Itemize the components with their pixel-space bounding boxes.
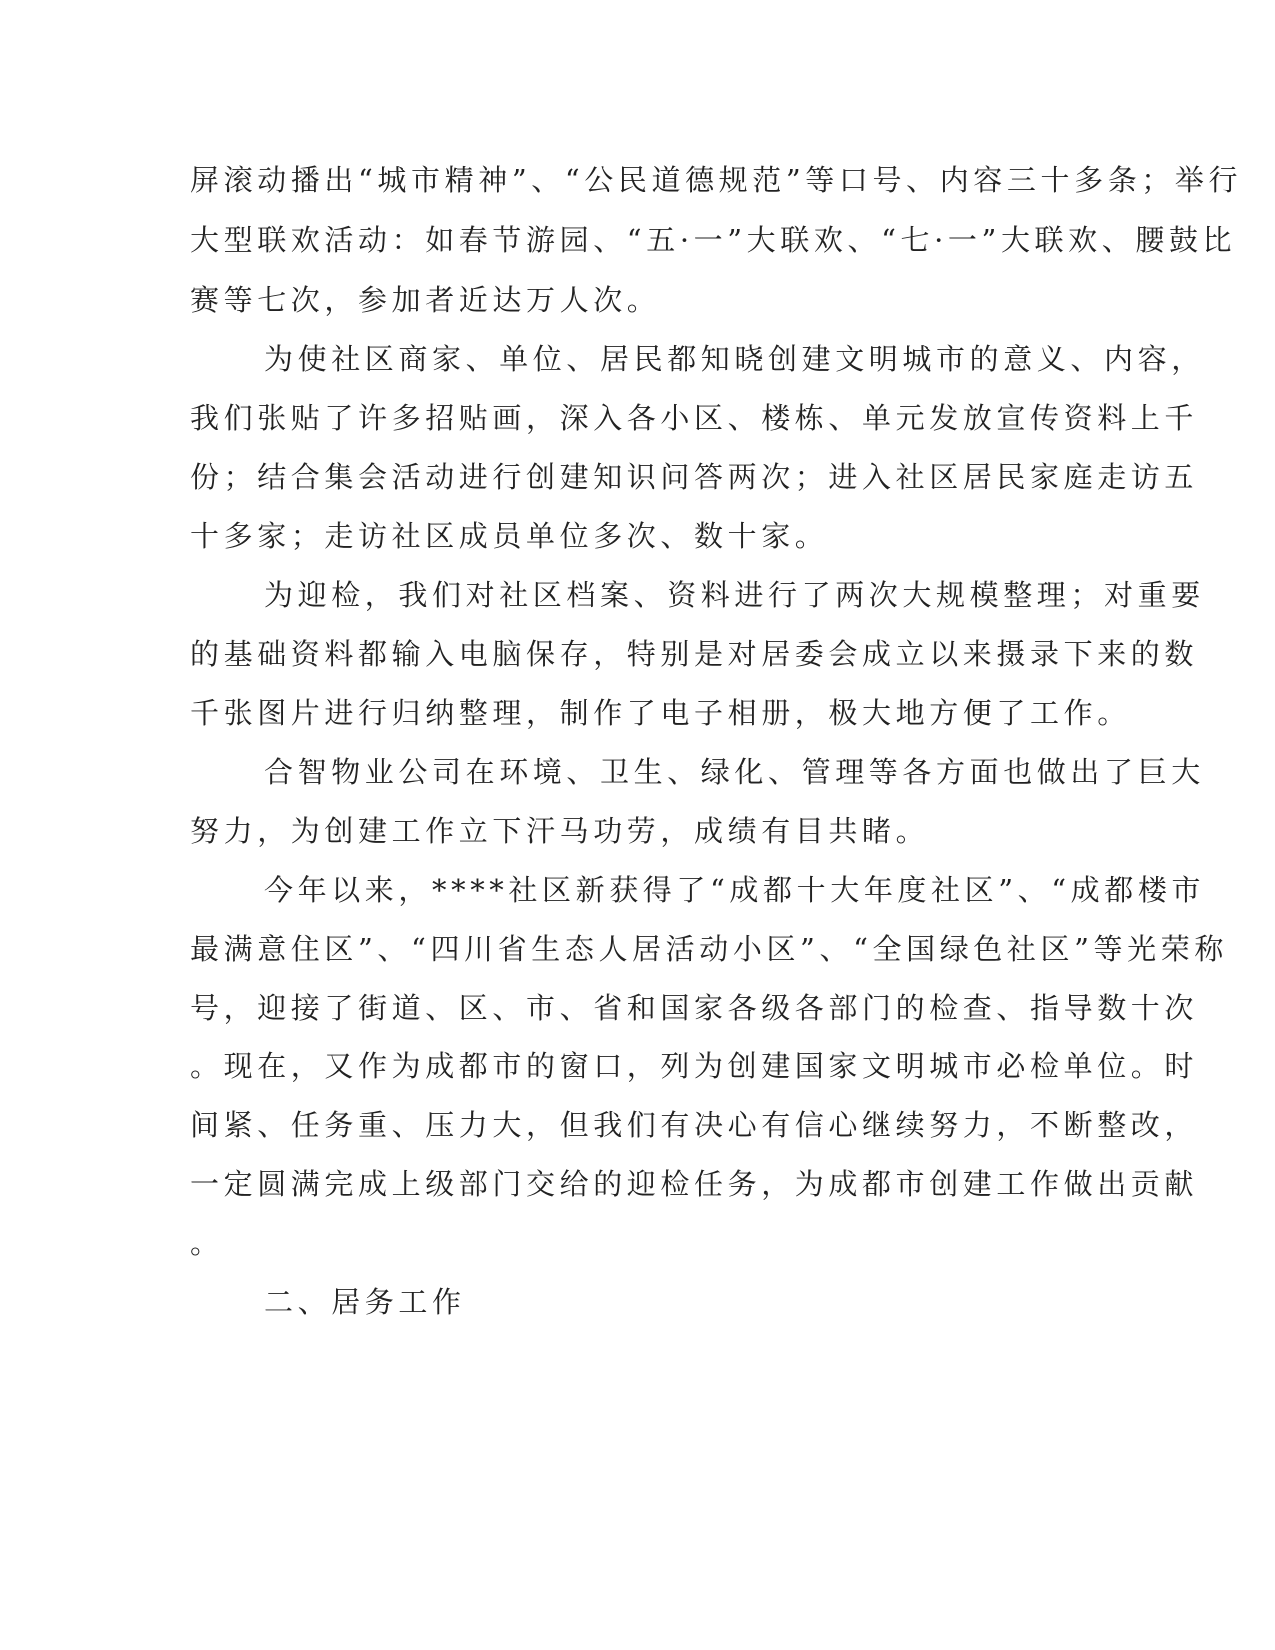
paragraph-5-line-7: 。 [190,1226,224,1260]
paragraph-3-line-1: 为迎检，我们对社区档案、资料进行了两次大规模整理；对重要 [264,578,1205,612]
paragraph-5-line-2: 最满意住区”、“四川省生态人居活动小区”、“全国绿色社区”等光荣称 [190,932,1228,966]
paragraph-1-line-1: 屏滚动播出“城市精神”、“公民道德规范”等口号、内容三十多条；举行 [190,163,1243,197]
paragraph-2-line-2: 我们张贴了许多招贴画，深入各小区、楼栋、单元发放宣传资料上千 [190,401,1199,435]
paragraph-2-line-4: 十多家；走访社区成员单位多次、数十家。 [190,519,829,553]
paragraph-2-line-1: 为使社区商家、单位、居民都知晓创建文明城市的意义、内容， [264,342,1205,376]
paragraph-2-line-3: 份；结合集会活动进行创建知识问答两次；进入社区居民家庭走访五 [190,460,1199,494]
paragraph-3-line-2: 的基础资料都输入电脑保存，特别是对居委会成立以来摄录下来的数 [190,637,1199,671]
paragraph-1-line-2: 大型联欢活动：如春节游园、“五·一”大联欢、“七·一”大联欢、腰鼓比 [190,223,1237,257]
paragraph-5-line-6: 一定圆满完成上级部门交给的迎检任务，为成都市创建工作做出贡献 [190,1167,1199,1201]
section-heading: 二、居务工作 [264,1285,466,1319]
paragraph-5-line-5: 间紧、任务重、压力大，但我们有决心有信心继续努力，不断整改， [190,1108,1199,1142]
paragraph-5-line-3: 号，迎接了街道、区、市、省和国家各级各部门的检查、指导数十次 [190,991,1199,1025]
paragraph-5-line-1: 今年以来，****社区新获得了“成都十大年度社区”、“成都楼市 [264,873,1206,907]
paragraph-5-line-4: 。现在，又作为成都市的窗口，列为创建国家文明城市必检单位。时 [190,1049,1199,1083]
paragraph-4-line-1: 合智物业公司在环境、卫生、绿化、管理等各方面也做出了巨大 [264,755,1205,789]
paragraph-4-line-2: 努力，为创建工作立下汗马功劳，成绩有目共睹。 [190,814,930,848]
paragraph-1-line-3: 赛等七次，参加者近达万人次。 [190,283,661,317]
paragraph-3-line-3: 千张图片进行归纳整理，制作了电子相册，极大地方便了工作。 [190,696,1131,730]
